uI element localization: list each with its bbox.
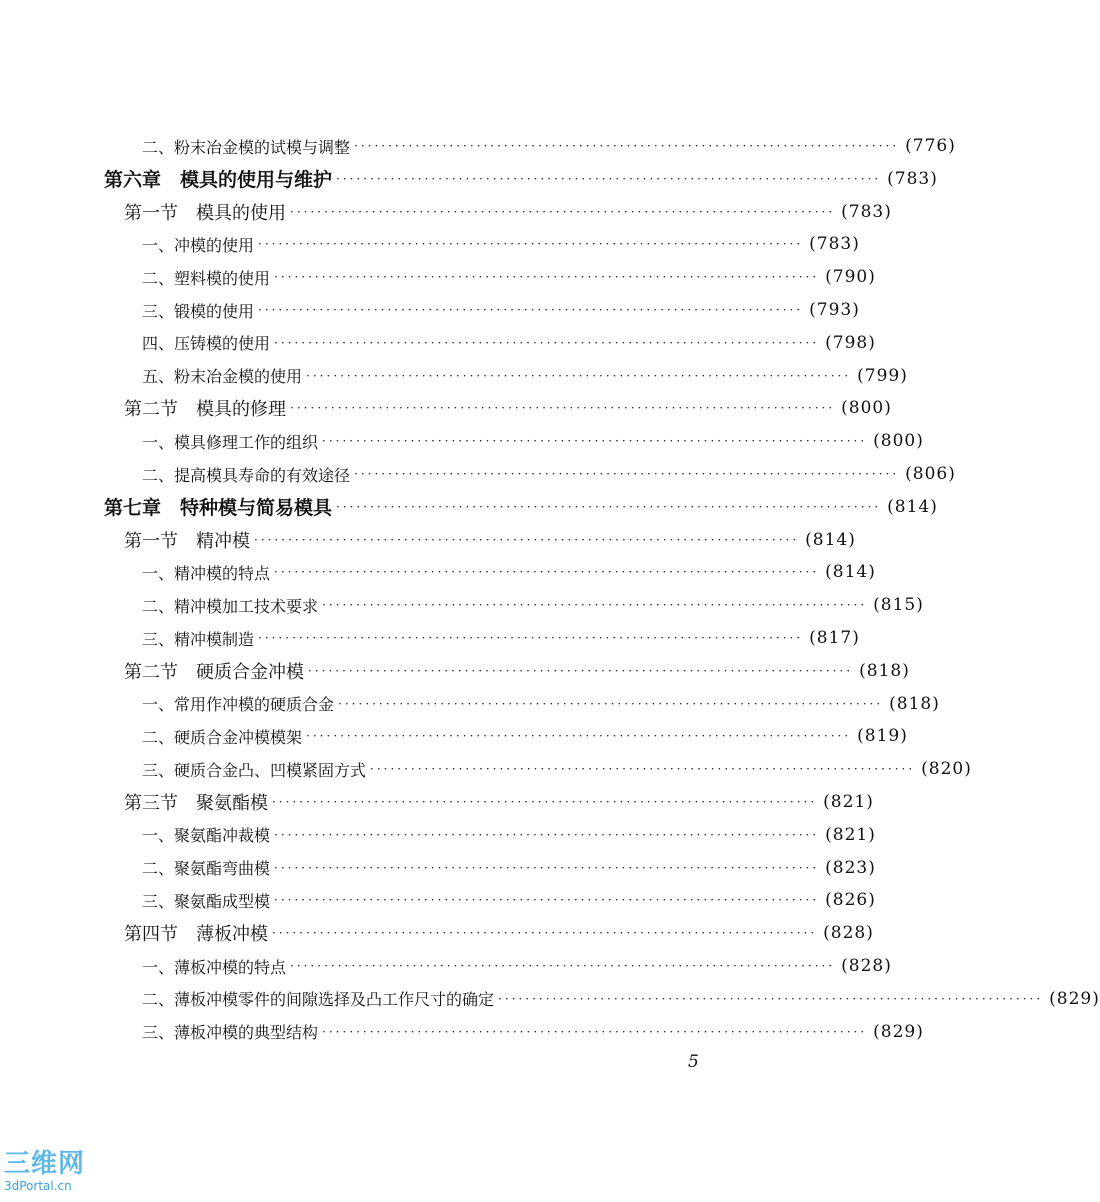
dot-leader: ················································································ xyxy=(274,827,820,842)
toc-entry-title: 第七章 特种模与简易模具 xyxy=(104,497,333,520)
toc-entry-title: 二、粉末冶金模的试模与调整 xyxy=(142,137,351,157)
toc-entry-item xyxy=(0,327,976,359)
toc-entry-item xyxy=(0,261,976,293)
dot-leader: ················································································ xyxy=(308,663,854,678)
toc-entry-page: (815) xyxy=(873,595,924,616)
toc-entry-page: (829) xyxy=(873,1021,924,1042)
toc-entry-item xyxy=(0,819,976,851)
toc-entry-title: 第二节 硬质合金冲模 xyxy=(124,661,304,683)
toc-entry-title: 三、薄板冲模的典型结构 xyxy=(142,1023,319,1043)
dot-leader: ················································································ xyxy=(322,434,868,449)
toc-entry-title: 二、提高模具寿命的有效途径 xyxy=(142,465,351,485)
toc-entry-item xyxy=(0,556,976,588)
toc-entry-page: (800) xyxy=(873,431,924,452)
toc-entry-page: (818) xyxy=(859,660,910,681)
toc-entry-title: 第四节 薄板冲模 xyxy=(124,924,268,946)
toc-entry-title: 第六章 模具的使用与维护 xyxy=(104,169,333,192)
toc-entry-title: 一、模具修理工作的组织 xyxy=(142,432,319,452)
watermark-logo xyxy=(4,1150,104,1198)
toc-entry-item xyxy=(0,622,976,654)
toc-entry-item xyxy=(0,589,976,621)
toc-entry-page: (814) xyxy=(825,562,876,583)
toc-entry-page: (823) xyxy=(825,857,876,878)
dot-leader: ················································································ xyxy=(274,270,820,285)
toc-entry-item xyxy=(0,852,976,884)
toc-entry-title: 第一节 精冲模 xyxy=(124,530,250,552)
toc-entry-page: (814) xyxy=(805,529,856,550)
dot-leader: ················································································ xyxy=(274,335,820,350)
dot-leader: ················································································ xyxy=(274,860,820,875)
toc-entry-page: (819) xyxy=(857,726,908,747)
dot-leader: ················································································ xyxy=(322,598,868,613)
toc-entry-title: 一、薄板冲模的特点 xyxy=(142,957,287,977)
toc-entry-title: 一、常用作冲模的硬质合金 xyxy=(142,695,335,715)
toc-entry-item xyxy=(0,884,976,916)
toc-entry-item xyxy=(0,294,976,326)
toc-entry-title: 二、塑料模的使用 xyxy=(142,268,271,288)
dot-leader: ················································································ xyxy=(272,795,818,809)
dot-leader: ················································································ xyxy=(354,467,900,481)
toc-entry-page: (790) xyxy=(825,267,876,288)
toc-entry-page: (798) xyxy=(825,332,876,353)
dot-leader: ················································································ xyxy=(258,631,804,645)
toc-entry-page: (821) xyxy=(825,824,876,845)
toc-entry-page: (820) xyxy=(921,759,972,780)
toc-entry-title: 二、硬质合金冲模模架 xyxy=(142,727,303,747)
dot-leader: ················································································ xyxy=(354,139,900,153)
toc-entry-page: (828) xyxy=(823,923,874,944)
toc-entry-page: (818) xyxy=(889,693,940,714)
toc-entry-section xyxy=(0,196,958,228)
dot-leader: ················································································ xyxy=(498,991,1044,1006)
toc-entry-title: 第一节 模具的使用 xyxy=(124,202,286,224)
toc-entry-item xyxy=(0,458,976,490)
watermark-url: 3dPortal.cn xyxy=(4,1179,72,1193)
toc-entry-page: (800) xyxy=(841,398,892,419)
toc-entry-title: 三、锻模的使用 xyxy=(142,301,255,321)
toc-entry-title: 二、精冲模加工技术要求 xyxy=(142,596,319,616)
toc-entry-title: 三、精冲模制造 xyxy=(142,629,255,649)
dot-leader: ················································································ xyxy=(258,237,804,252)
toc-entry-title: 二、聚氨酯弯曲模 xyxy=(142,859,271,879)
dot-leader: ················································································ xyxy=(306,729,852,744)
toc-entry-title: 一、精冲模的特点 xyxy=(142,563,271,583)
toc-entry-page: (783) xyxy=(809,234,860,255)
toc-entry-item xyxy=(0,753,976,785)
dot-leader: ················································································ xyxy=(290,959,836,973)
dot-leader: ················································································ xyxy=(290,204,836,219)
toc-entry-section xyxy=(0,392,958,424)
toc-entry-item xyxy=(0,228,976,260)
toc-entry-chapter xyxy=(0,163,938,195)
toc-entry-title: 一、聚氨酯冲裁模 xyxy=(142,826,271,846)
toc-entry-section xyxy=(0,786,958,818)
toc-entry-page: (829) xyxy=(1049,988,1100,1009)
toc-entry-item xyxy=(0,425,976,457)
toc-entry-page: (783) xyxy=(841,201,892,222)
dot-leader: ················································································ xyxy=(254,532,800,547)
toc-entry-title: 五、粉末冶金模的使用 xyxy=(142,367,303,387)
toc-entry-title: 一、冲模的使用 xyxy=(142,235,255,255)
dot-leader: ················································································ xyxy=(306,368,852,383)
dot-leader: ················································································ xyxy=(338,696,884,711)
dot-leader: ················································································ xyxy=(322,1024,868,1039)
watermark-logo-text: 三维网 xyxy=(4,1149,86,1179)
toc-entry-page: (793) xyxy=(809,300,860,320)
toc-entry-page: (821) xyxy=(823,792,874,812)
toc-entry-page: (828) xyxy=(841,956,892,976)
toc-entry-page: (826) xyxy=(825,890,876,911)
dot-leader: ················································································ xyxy=(274,893,820,908)
toc-entry-item xyxy=(0,720,976,752)
toc-entry-item xyxy=(0,688,976,720)
toc-entry-item xyxy=(0,130,976,162)
toc-entry-item xyxy=(0,950,976,982)
toc-entry-title: 三、聚氨酯成型模 xyxy=(142,891,271,911)
toc-entry-title: 第二节 模具的修理 xyxy=(124,399,286,421)
toc-entry-page: (783) xyxy=(887,168,938,189)
toc-entry-section xyxy=(0,524,958,556)
toc-entry-title: 四、压铸模的使用 xyxy=(142,334,271,354)
toc-entry-chapter xyxy=(0,491,938,523)
toc-entry-title: 二、薄板冲模零件的间隙选择及凸工作尺寸的确定 xyxy=(142,990,495,1010)
dot-leader: ················································································ xyxy=(258,303,804,317)
dot-leader: ················································································ xyxy=(290,401,836,416)
page-number: 5 xyxy=(688,1052,699,1072)
toc-entry-item xyxy=(0,360,976,392)
toc-entry-page: (806) xyxy=(905,464,956,484)
toc-entry-section xyxy=(0,917,958,949)
dot-leader: ················································································ xyxy=(336,171,882,186)
toc-entry-page: (799) xyxy=(857,365,908,386)
toc-entry-title: 三、硬质合金凸、凹模紧固方式 xyxy=(142,760,367,780)
toc-entry-section xyxy=(0,655,958,687)
dot-leader: ················································································ xyxy=(274,565,820,580)
dot-leader: ················································································ xyxy=(336,499,882,514)
toc-entry-item xyxy=(0,1016,976,1048)
toc-entry-title: 第三节 聚氨酯模 xyxy=(124,793,268,814)
toc-entry-page: (776) xyxy=(905,136,956,156)
toc-entry-item xyxy=(0,983,1100,1015)
dot-leader: ················································································ xyxy=(272,926,818,941)
dot-leader: ················································································ xyxy=(370,762,916,777)
toc-entry-page: (817) xyxy=(809,628,860,648)
toc-entry-page: (814) xyxy=(887,496,938,517)
